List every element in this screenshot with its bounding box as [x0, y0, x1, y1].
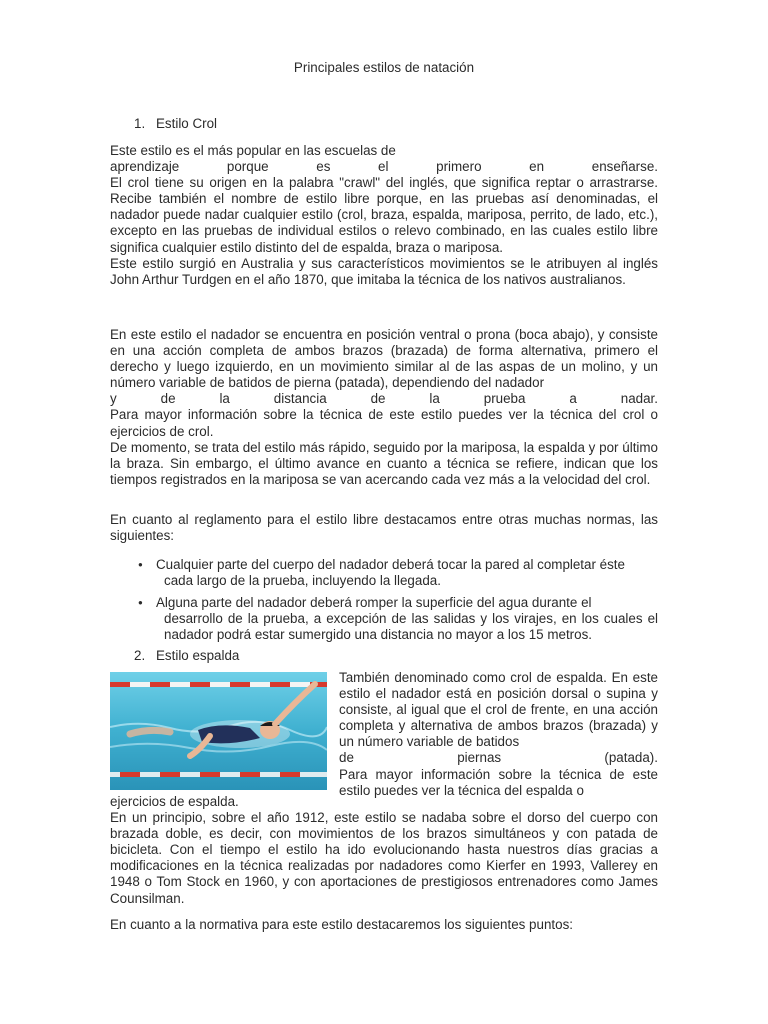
- page-title: Principales estilos de natación: [293, 60, 475, 75]
- text-line: ejercicios de espalda.: [110, 794, 239, 809]
- paragraph-reglamento: En cuanto al reglamento para el estilo libre destacamos entre otras muchas normas, las siguientes:: [110, 512, 658, 544]
- backstroke-swimmer-image: [110, 672, 327, 790]
- text-word: piernas: [457, 750, 502, 766]
- bullet-icon: ●: [138, 598, 143, 607]
- paragraph-normativa: En cuanto a la normativa para este estilo destacaremos los siguientes puntos:: [110, 917, 573, 932]
- text-word: (patada).: [604, 750, 658, 766]
- list-item-text: desarrollo de la prueba, a excepción de las salidas y los virajes, en los cuales el nadador podrá estar sumergido una distancia no mayor a los 15 metros.: [164, 611, 658, 643]
- list-item-text: Alguna parte del nadador deberá romper la superficie del agua durante el: [156, 595, 592, 610]
- heading-text: Estilo espalda: [156, 648, 240, 663]
- text-block: Este estilo surgió en Australia y sus característicos movimientos se le atribuyen al inglés John Arthur Turdgen en el año 1870, que imitaba la técnica de los nativos australianos.: [110, 255, 658, 287]
- text-line: aprendizaje porque es el primero en enseñarse.: [110, 159, 658, 175]
- text-line: [339, 750, 658, 766]
- list-item: [138, 595, 658, 643]
- text-line: y de la distancia de la prueba a nadar.: [110, 391, 658, 407]
- text-block: En este estilo el nadador se encuentra en posición ventral o prona (boca abajo), y consiste en una acción completa de ambos brazos (brazada) de forma alternativa, primero el derecho y luego izquierdo, en un movimiento similar al de las aspas de un molino, y un número variable de batidos de pierna (patada), dependiendo del nadador: [110, 327, 658, 391]
- swimmer-photo: [110, 672, 327, 790]
- paragraph-espalda-intro: [339, 670, 658, 799]
- paragraph-crol-tecnica: [110, 327, 658, 488]
- text-block: También denominado como crol de espalda. En este estilo el nadador está en posición dorsal o supina y consiste, al igual que el crol de frente, en una acción completa y alternativa de ambos brazos (brazada) y un número variable de batidos: [339, 670, 658, 750]
- text-line: Este estilo es el más popular en las escuelas de: [110, 143, 396, 158]
- paragraph-crol-intro: [110, 143, 658, 288]
- text-word: de: [339, 750, 354, 766]
- text-block: El crol tiene su origen en la palabra "crawl" del inglés, que significa reptar o arrastrarse. Recibe también el nombre de estilo libre porque, en las pruebas así denominadas, el nadador puede nadar cualquier estilo (crol, braza, espalda, mariposa, perrito, de lado, etc.), excepto en las pruebas de individual estilos o relevo combinado, en las cuales estilo libre significa cualquier estilo distinto del de espalda, braza o mariposa.: [110, 175, 658, 255]
- heading-estilo-crol: [134, 116, 217, 132]
- text-block: En un principio, sobre el año 1912, este estilo se nadaba sobre el dorso del cuerpo con brazada doble, es decir, con movimientos de los brazos simultáneos y con patada de bicicleta. Con el tiempo el estilo ha ido evolucionando hasta nuestros días gracias a modificaciones en la técnica realizadas por nadadores como Kierfer en 1993, Vallerey en 1948 o Tom Stock en 1960, y con aportaciones de prestigiosos entrenadores como James Counsilman.: [110, 810, 658, 906]
- bullet-icon: ●: [138, 560, 143, 569]
- list-item-text: Cualquier parte del cuerpo del nadador deberá tocar la pared al completar éste: [156, 557, 625, 572]
- heading-number: 1.: [134, 116, 146, 131]
- list-item: [138, 557, 658, 589]
- text-block: Para mayor información sobre la técnica de este estilo puedes ver la técnica del espalda o: [339, 766, 658, 798]
- heading-number: 2.: [134, 648, 146, 663]
- paragraph-espalda-historia: [110, 794, 658, 907]
- heading-estilo-espalda: [134, 648, 239, 664]
- text-block: De momento, se trata del estilo más rápido, seguido por la mariposa, la espalda y por último la braza. Sin embargo, el último avance en cuanto a técnica se refiere, indican que los tiempos registrados en la mariposa se van acercando cada vez más a la velocidad del crol.: [110, 439, 658, 487]
- text-block: Para mayor información sobre la técnica de este estilo puedes ver la técnica del crol o ejercicios de crol.: [110, 407, 658, 439]
- heading-text: Estilo Crol: [156, 116, 218, 131]
- list-item-text: cada largo de la prueba, incluyendo la llegada.: [164, 573, 441, 589]
